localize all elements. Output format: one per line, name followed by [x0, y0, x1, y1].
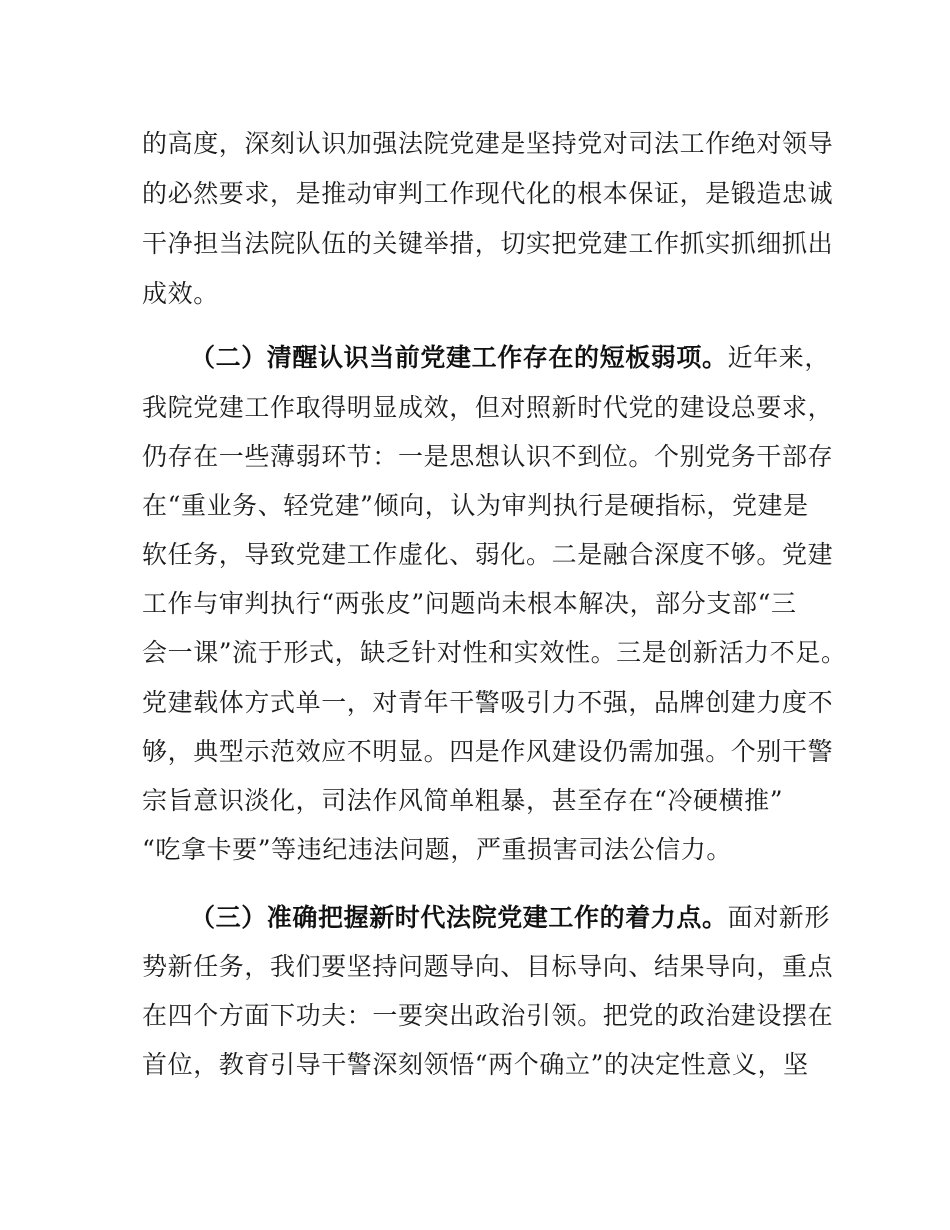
- body-line: 首位，教育引导干警深刻领悟“两个确立”的决定性意义，坚: [142, 1050, 809, 1079]
- body-line: 宗旨意识淡化，司法作风简单粗暴，甚至存在“冷硬横推”: [142, 786, 784, 815]
- body-line: 在四个方面下功夫：一要突出政治引领。把党的政治建设摆在: [142, 1001, 834, 1030]
- section-2-first-line: [190, 338, 830, 378]
- body-line: 工作与审判执行“两张皮”问题尚未根本解决，部分支部“三: [142, 589, 797, 618]
- body-line: 我院党建工作取得明显成效，但对照新时代党的建设总要求，: [142, 393, 834, 422]
- body-line: 成效。: [142, 279, 219, 308]
- body-line: 的必然要求，是推动审判工作现代化的根本保证，是锻造忠诚: [142, 179, 834, 208]
- body-line: 仍存在一些薄弱环节：一是思想认识不到位。个别党务干部存: [142, 442, 834, 471]
- section-2-lead: 近年来，: [727, 343, 831, 372]
- body-line: 会一课”流于形式，缺乏针对性和实效性。三是创新活力不足。: [142, 638, 847, 667]
- section-2-heading: （二）清醒认识当前党建工作存在的短板弱项。: [190, 343, 728, 372]
- body-line: 软任务，导致党建工作虚化、弱化。二是融合深度不够。党建: [142, 540, 834, 569]
- body-line: 在“重业务、轻党建”倾向，认为审判执行是硬指标，党建是: [142, 491, 809, 520]
- body-line: 够，典型示范效应不明显。四是作风建设仍需加强。个别干警: [142, 737, 834, 766]
- body-line: 的高度，深刻认识加强法院党建是坚持党对司法工作绝对领导: [142, 129, 834, 158]
- body-line: 势新任务，我们要坚持问题导向、目标导向、结果导向，重点: [142, 952, 834, 981]
- section-3-first-line: [190, 898, 830, 938]
- body-line: “吃拿卡要”等违纪违法问题，严重损害司法公信力。: [142, 835, 732, 864]
- section-3-heading: （三）准确把握新时代法院党建工作的着力点。: [190, 903, 728, 932]
- body-line: 干净担当法院队伍的关键举措，切实把党建工作抓实抓细抓出: [142, 229, 834, 258]
- body-line: 党建载体方式单一，对青年干警吸引力不强，品牌创建力度不: [142, 688, 834, 717]
- section-3-lead: 面对新形: [727, 903, 831, 932]
